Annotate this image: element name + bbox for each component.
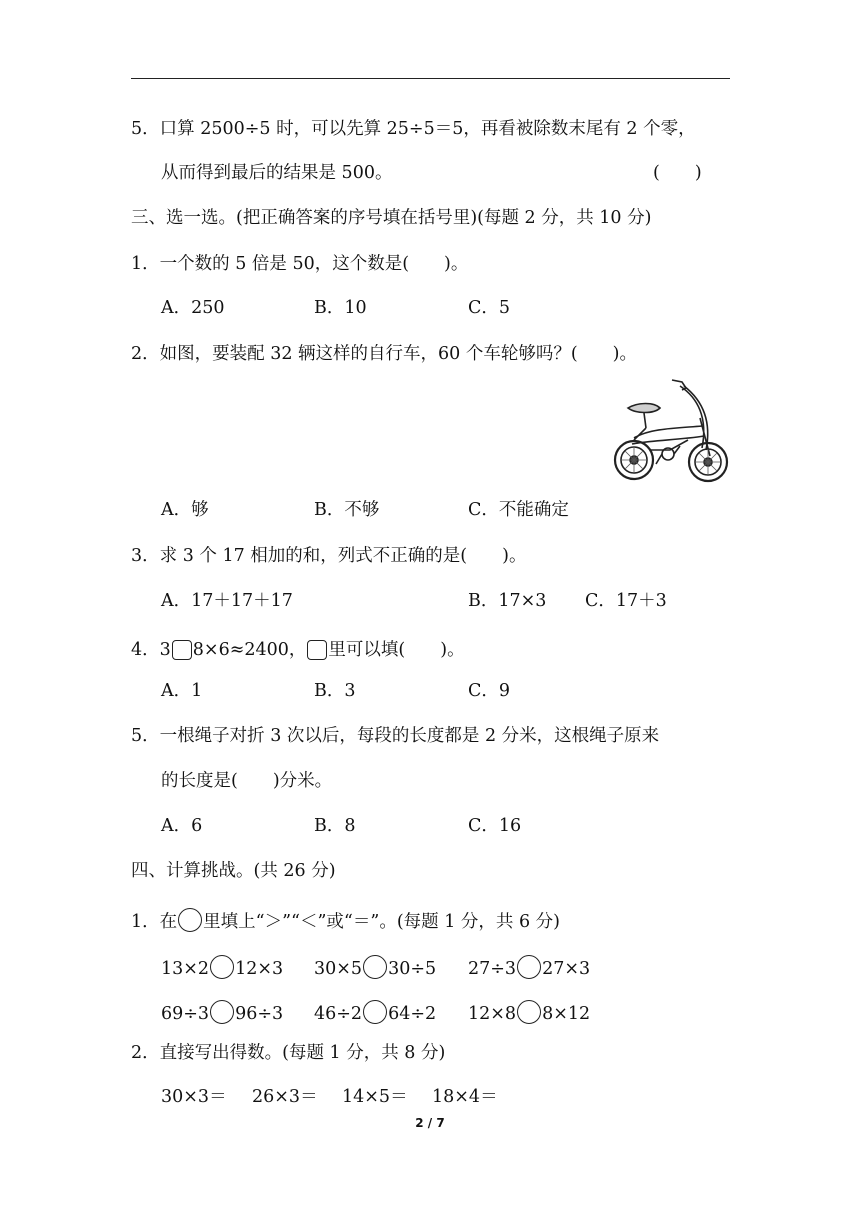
judge-q5-line2: 从而得到最后的结果是 500。 [161, 163, 393, 183]
blank-circle [210, 955, 234, 979]
option-c: C．不能确定 [468, 500, 569, 520]
blank-circle [178, 908, 202, 932]
option-c: C．17＋3 [585, 591, 667, 611]
compare-item [468, 1000, 590, 1025]
page-number: 2 / 7 [415, 1116, 445, 1130]
calc-item: 14×5＝ [342, 1087, 408, 1107]
blank-circle [517, 955, 541, 979]
option-a: A．6 [161, 816, 203, 836]
question-3: 3．求 3 个 17 相加的和，列式不正确的是( )。 [131, 546, 527, 566]
section-title: 四、计算挑战。(共 26 分) [131, 861, 336, 881]
compare-left: 69÷3 [161, 1004, 210, 1024]
compare-right: 30÷5 [388, 959, 437, 979]
compare-right: 27×3 [542, 959, 591, 979]
option-a: A．17＋17＋17 [161, 591, 293, 611]
option-a: A．250 [161, 298, 225, 318]
option-b: B．3 [314, 681, 356, 701]
compare-right: 8×12 [542, 1004, 591, 1024]
question-4 [131, 639, 465, 661]
question-1: 1．一个数的 5 倍是 50，这个数是( )。 [131, 254, 469, 274]
tricycle-illustration [610, 378, 732, 488]
compare-left: 13×2 [161, 959, 210, 979]
option-a: A．1 [161, 681, 203, 701]
calc-q1-suffix: 里填上“＞”“＜”或“＝”。(每题 1 分，共 6 分) [203, 912, 560, 932]
calc-q1-prefix: 1．在 [131, 912, 178, 932]
compare-right: 64÷2 [388, 1004, 437, 1024]
calc-question-2: 2．直接写出得数。(每题 1 分，共 8 分) [131, 1043, 446, 1063]
compare-left: 12×8 [468, 1004, 517, 1024]
blank-circle [363, 955, 387, 979]
question-5-line2: 的长度是( )分米。 [161, 771, 333, 791]
option-a: A．够 [161, 500, 209, 520]
compare-right: 96÷3 [235, 1004, 284, 1024]
question-4-suffix: 里可以填( )。 [328, 640, 465, 660]
question-4-prefix: 4．3 [131, 640, 171, 660]
option-b: B．8 [314, 816, 356, 836]
option-c: C．5 [468, 298, 511, 318]
blank-box [172, 640, 192, 660]
blank-circle [210, 1000, 234, 1024]
option-b: B．10 [314, 298, 367, 318]
blank-circle [517, 1000, 541, 1024]
question-5-line1: 5．一根绳子对折 3 次以后，每段的长度都是 2 分米，这根绳子原来 [131, 726, 660, 746]
blank-box [307, 640, 327, 660]
blank-circle [363, 1000, 387, 1024]
compare-item [468, 955, 590, 980]
judge-q5-line1: 5．口算 2500÷5 时，可以先算 25÷5＝5，再看被除数末尾有 2 个零， [131, 119, 696, 139]
compare-item [314, 955, 436, 980]
compare-left: 30×5 [314, 959, 363, 979]
option-b: B．17×3 [468, 591, 547, 611]
calc-item: 18×4＝ [432, 1087, 498, 1107]
answer-bracket: ( ) [653, 163, 702, 183]
section-title: 三、选一选。(把正确答案的序号填在括号里)(每题 2 分，共 10 分) [131, 208, 652, 228]
compare-item [161, 955, 283, 980]
calc-item: 26×3＝ [252, 1087, 318, 1107]
compare-item [314, 1000, 436, 1025]
question-2: 2．如图，要装配 32 辆这样的自行车，60 个车轮够吗？( )。 [131, 344, 638, 364]
option-c: C．16 [468, 816, 522, 836]
question-4-mid: 8×6≈2400， [192, 640, 307, 660]
compare-item [161, 1000, 283, 1025]
calc-item: 30×3＝ [161, 1087, 227, 1107]
compare-right: 12×3 [235, 959, 284, 979]
header-rule [131, 78, 730, 79]
compare-left: 46÷2 [314, 1004, 363, 1024]
calc-question-1 [131, 908, 560, 933]
compare-left: 27÷3 [468, 959, 517, 979]
option-b: B．不够 [314, 500, 380, 520]
option-c: C．9 [468, 681, 511, 701]
